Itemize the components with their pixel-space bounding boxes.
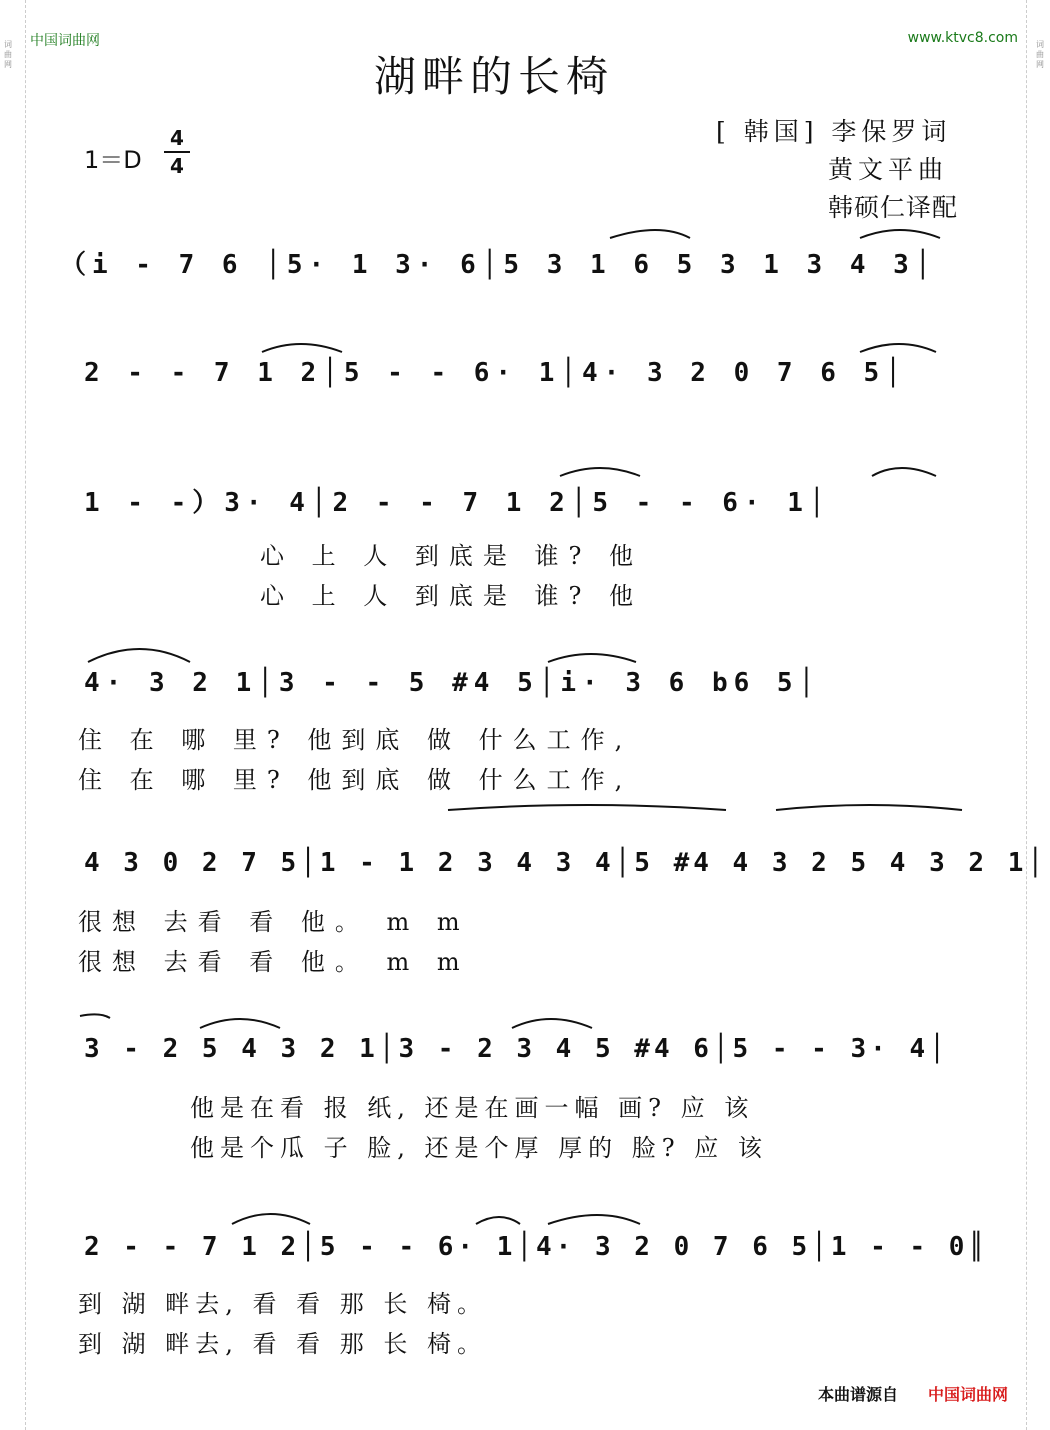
slur xyxy=(872,468,936,476)
slur xyxy=(610,230,690,238)
score-system-7-notes: 2 - - 7 1 2│5 - - 6· 1│4· 3 2 0 7 6 5│1 - - 0║ xyxy=(84,1232,989,1262)
score-system-6-lyric-verse-1: 他是在看 报 纸, 还是在画一幅 画? 应 该 xyxy=(190,1094,755,1122)
lyricist-credit: [ 韩国] 李保罗词 xyxy=(716,117,952,146)
score-system-3-lyric-verse-1: 心 上 人 到底是 谁? 他 xyxy=(260,542,644,570)
score-system-5-lyric-verse-1: 很想 去看 看 他。 m m xyxy=(78,908,470,936)
score-system-6-lyric-verse-2: 他是个瓜 子 脸, 还是个厚 厚的 脸? 应 该 xyxy=(190,1134,768,1162)
score-system-3-lyric-verse-2: 心 上 人 到底是 谁? 他 xyxy=(260,582,644,610)
score-system-6-notes: 3 - 2 5 4 3 2 1│3 - 2 3 4 5 #4 6│5 - - 3· 4│ xyxy=(84,1034,949,1064)
score-system-1-notes: （i - 7 6 │5· 1 3· 6│5 3 1 6 5 3 1 3 4 3│ xyxy=(60,250,937,280)
score-system-2-notes: 2 - - 7 1 2│5 - - 6· 1│4· 3 2 0 7 6 5│ xyxy=(84,358,907,388)
slur xyxy=(548,1215,640,1224)
score-system-3-notes: 1 - -）3· 4│2 - - 7 1 2│5 - - 6· 1│ xyxy=(84,488,831,518)
slur xyxy=(80,1014,110,1018)
score-system-4-lyric-verse-1: 住 在 哪 里? 他到底 做 什么工作, xyxy=(78,726,633,754)
slur xyxy=(860,230,940,238)
footer-source-label: 本曲谱源自 xyxy=(818,1385,899,1404)
edge-watermark-left: 词曲网 xyxy=(4,40,12,69)
slur xyxy=(448,805,726,810)
slur xyxy=(476,1217,520,1224)
slur xyxy=(776,805,962,810)
song-title: 湖畔的长椅 xyxy=(374,52,615,101)
site-name-top-left[interactable]: 中国词曲网 xyxy=(30,33,100,49)
composer-credit: 黄文平曲 xyxy=(828,155,949,184)
slur xyxy=(262,344,342,352)
slur xyxy=(560,468,640,476)
slur xyxy=(860,344,936,352)
slur xyxy=(88,649,190,662)
slur xyxy=(548,654,636,662)
slur xyxy=(232,1214,310,1224)
score-system-5-notes: 4 3 0 2 7 5│1 - 1 2 3 4 3 4│5 #4 4 3 2 5 4 3 2 1│ xyxy=(84,848,1048,878)
score-system-7-lyric-verse-1: 到 湖 畔去, 看 看 那 长 椅。 xyxy=(78,1290,488,1318)
slur xyxy=(512,1019,592,1028)
score-system-4-notes: 4· 3 2 1│3 - - 5 #4 5│i· 3 6 b6 5│ xyxy=(84,668,821,698)
score-system-5-lyric-verse-2: 很想 去看 看 他。 m m xyxy=(78,948,470,976)
time-signature-bottom: 4 xyxy=(170,154,184,178)
translator-credit: 韩硕仁译配 xyxy=(828,193,959,222)
score-system-4-lyric-verse-2: 住 在 哪 里? 他到底 做 什么工作, xyxy=(78,766,633,794)
score-system-7-lyric-verse-2: 到 湖 畔去, 看 看 那 长 椅。 xyxy=(78,1330,488,1358)
time-signature-top: 4 xyxy=(170,126,184,150)
edge-watermark-right: 词曲网 xyxy=(1036,40,1044,69)
site-url-top-right[interactable]: www.ktvc8.com xyxy=(907,30,1018,46)
key-signature: 1＝D xyxy=(84,146,142,174)
footer-source-site[interactable]: 中国词曲网 xyxy=(928,1385,1009,1404)
slur xyxy=(200,1019,280,1028)
